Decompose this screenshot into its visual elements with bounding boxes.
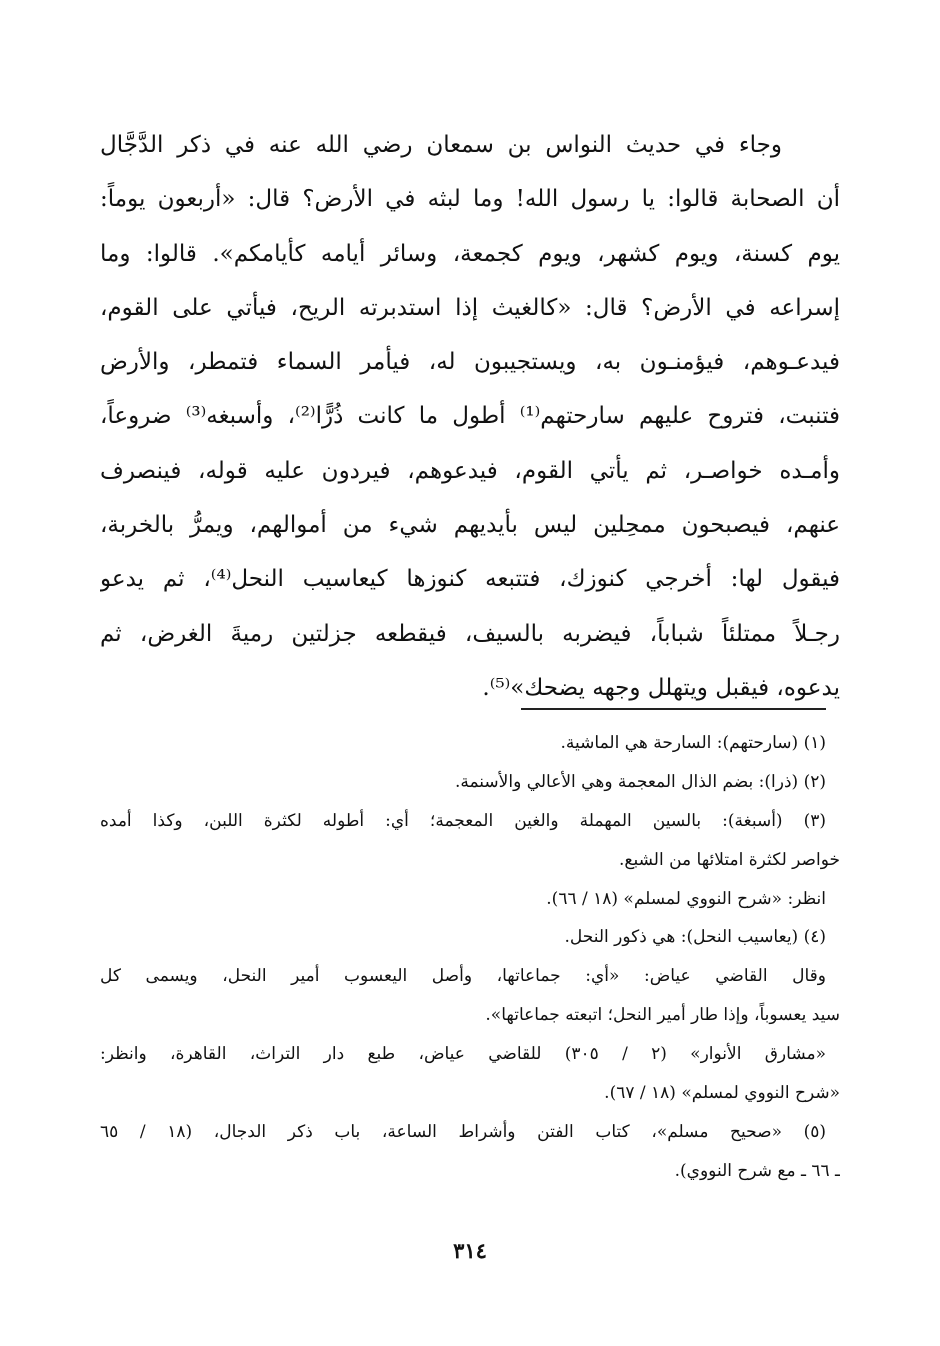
main-text-line: عنهم، فيصبحون ممحِلين ليس بأيديهم شيء من أموالهم، ويمرُّ بالخربة، — [100, 512, 840, 539]
footnote-line: سيد يعسوباً، وإذا طار أمير النحل؛ اتبعته جماعاتها». — [485, 1005, 840, 1026]
footnote-line: «مشارق الأنوار» (٢ / ٣٠٥) للقاضي عياض، طبع دار التراث، القاهرة، وانظر: — [100, 1044, 826, 1065]
main-text-line: وأمـده خواصـر، ثم يأتي القوم، فيدعوهم، فيردون عليه قوله، فينصرف — [100, 457, 840, 484]
main-text-line: فتنبت، فتروح عليهم سارحتهم⁽¹⁾ أطول ما كانت ذُرًّا⁽²⁾، وأسبغه⁽³⁾ ضروعاً، — [100, 403, 840, 430]
footnote-line: (٥) «صحيح مسلم»، كتاب الفتن وأشراط الساعة، باب ذكر الدجال، (١٨ / ٦٥ — [100, 1121, 826, 1142]
page-number: ٣١٤ — [453, 1238, 487, 1263]
footnotes-section — [100, 724, 840, 1191]
main-text-line: أن الصحابة قالوا: يا رسول الله! وما لبثه في الأرض؟ قال: «أربعون يوماً: — [100, 186, 840, 213]
footnote-line: (٣) (أسبغة): بالسين المهملة والغين المعجمة؛ أي: أطوله لكثرة اللبن، وكذا أمده — [100, 810, 826, 831]
main-text-line: يوم كسنة، ويوم كشهر، ويوم كجمعة، وسائر أيامه كأيامكم». قالوا: وما — [100, 240, 840, 267]
footnote-line: وقال القاضي عياض: «أي: جماعاتها، وأصل اليعسوب أمير النحل، ويسمى كل — [100, 966, 826, 987]
footnote-line: ـ ٦٦ ـ مع شرح النووي). — [674, 1160, 840, 1181]
footnote-line: «شرح النووي لمسلم» (١٨ / ٦٧). — [604, 1083, 840, 1104]
footnote-line: (٤) (يعاسيب النحل): هي ذكور النحل. — [564, 927, 826, 948]
main-text-line: يدعوه، فيقبل ويتهلل وجهه يضحك»⁽⁵⁾. — [482, 674, 840, 701]
main-paragraph — [100, 118, 840, 715]
main-text-line: وجاء في حديث النواس بن سمعان رضي الله عنه في ذكر الدَّجَّال — [100, 132, 782, 158]
main-text-line: فيدعـوهم، فيؤمنـون به، ويستجيبون له، فيأمر السماء فتمطر، والأرض — [100, 349, 840, 376]
footnote-line: خواصر لكثرة امتلائها من الشبع. — [619, 849, 840, 870]
main-text-line: فيقول لها: أخرجي كنوزك، فتتبعه كنوزها كيعاسيب النحل⁽⁴⁾، ثم يدعو — [100, 566, 840, 593]
footnote-line: انظر: «شرح النووي لمسلم» (١٨ / ٦٦). — [546, 888, 826, 909]
main-text-line: رجـلاً ممتلئاً شباباً، فيضربه بالسيف، فيقطعه جزلتين رميةَ الغرض، ثم — [100, 620, 840, 647]
footnote-separator — [521, 708, 826, 710]
footnote-line: (٢) (ذرا): بضم الذال المعجمة وهي الأعالي والأسنمة. — [454, 771, 826, 792]
footnote-line: (١) (سارحتهم): السارحة هي الماشية. — [560, 733, 826, 753]
main-text-line: إسراعه في الأرض؟ قال: «كالغيث إذا استدبرته الريح، فيأتي على القوم، — [100, 294, 840, 321]
